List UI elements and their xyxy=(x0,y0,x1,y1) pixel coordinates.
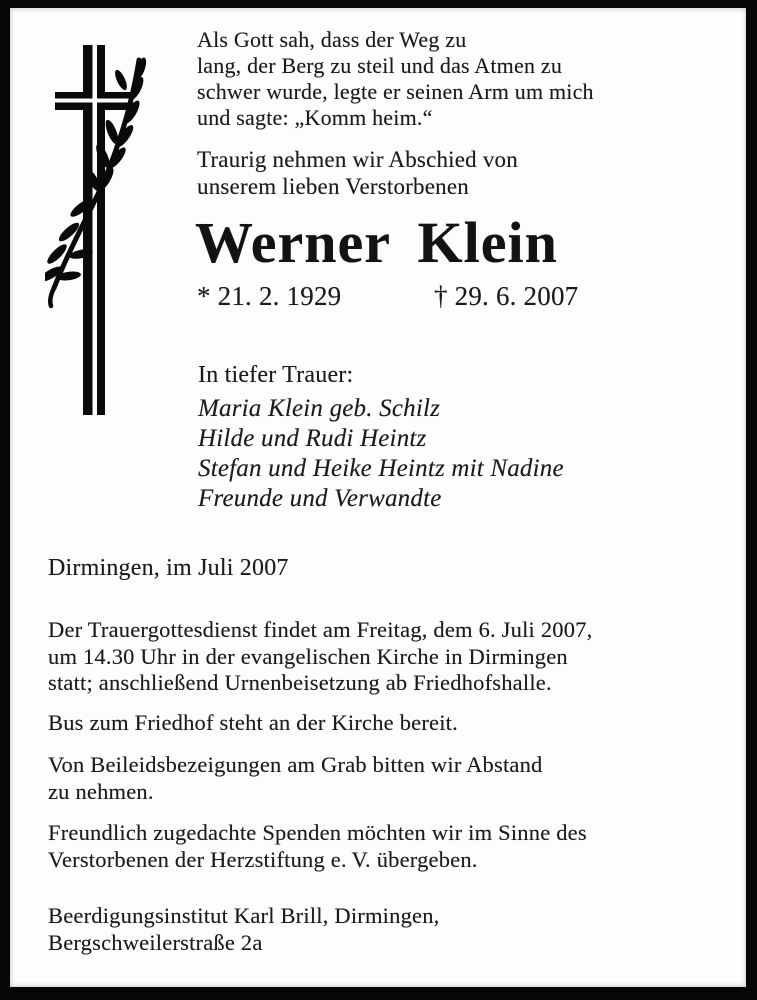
mourner-line: Stefan und Heike Heintz mit Nadine xyxy=(198,455,564,482)
intro-line: unserem lieben Verstorbenen xyxy=(197,174,469,199)
verse-line: lang, der Berg zu steil und das Atmen zu xyxy=(197,53,563,78)
farewell-intro xyxy=(197,146,518,200)
deceased-name: Werner Klein xyxy=(195,210,558,275)
undertaker-line: Beerdigungsinstitut Karl Brill, Dirmingen, xyxy=(48,903,440,928)
undertaker-info xyxy=(48,902,439,956)
mourning-heading: In tiefer Trauer: xyxy=(198,362,354,388)
condolence-note xyxy=(48,752,543,805)
mourner-line: Freunde und Verwandte xyxy=(198,485,442,512)
service-info xyxy=(48,617,592,697)
death-date: † 29. 6. 2007 xyxy=(434,281,579,311)
verse-line: schwer wurde, legte er seinen Arm um mich xyxy=(197,79,594,104)
place-date: Dirmingen, im Juli 2007 xyxy=(48,555,289,581)
verse-line: und sagte: „Komm heim.“ xyxy=(197,105,433,130)
verse-line: Als Gott sah, dass der Weg zu xyxy=(197,27,467,52)
donation-note xyxy=(48,820,587,873)
undertaker-line: Bergschweilerstraße 2a xyxy=(48,930,263,955)
condolence-line: Von Beileidsbezeigungen am Grab bitten wir Abstand xyxy=(48,752,543,777)
mourner-line: Maria Klein geb. Schilz xyxy=(198,395,441,422)
bus-info: Bus zum Friedhof steht an der Kirche bereit. xyxy=(48,710,458,735)
donation-line: Verstorbenen der Herzstiftung e. V. übergeben. xyxy=(48,846,478,872)
donation-line: Freundlich zugedachte Spenden möchten wir im Sinne des xyxy=(48,820,587,845)
opening-verse xyxy=(197,27,594,131)
condolence-line: zu nehmen. xyxy=(48,778,154,804)
birth-date: * 21. 2. 1929 xyxy=(197,281,342,311)
service-line: statt; anschließend Urnenbeisetzung ab Friedhofshalle. xyxy=(48,670,552,695)
service-line: Der Trauergottesdienst findet am Freitag, dem 6. Juli 2007, xyxy=(48,617,593,642)
service-line: um 14.30 Uhr in der evangelischen Kirche in Dirmingen xyxy=(48,643,568,669)
mourners-list xyxy=(198,394,564,514)
cross-and-palm-branch-icon xyxy=(45,40,155,420)
mourner-line: Hilde und Rudi Heintz xyxy=(198,425,427,452)
intro-line: Traurig nehmen wir Abschied von xyxy=(197,147,518,172)
